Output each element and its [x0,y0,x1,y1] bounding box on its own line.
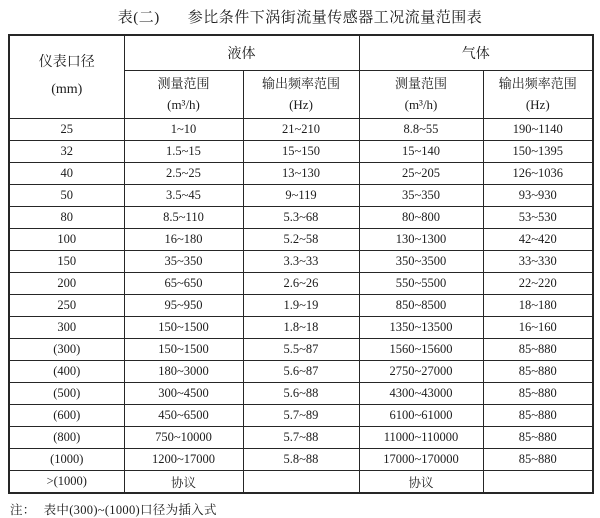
value-cell: 2.5~25 [124,163,243,185]
table-row [9,295,593,317]
table-row [9,273,593,295]
value-cell: 6100~61000 [359,405,483,427]
value-cell: 1.5~15 [124,141,243,163]
diameter-cell: 100 [9,229,124,251]
table-row [9,317,593,339]
flow-range-table [8,34,594,494]
value-cell: 1.9~19 [243,295,359,317]
value-cell: 95~950 [124,295,243,317]
diameter-cell: 25 [9,119,124,141]
value-cell: 21~210 [243,119,359,141]
value-cell: 2750~27000 [359,361,483,383]
table-row [9,141,593,163]
diameter-cell: 40 [9,163,124,185]
value-cell: 85~880 [483,449,593,471]
table-body [9,119,593,494]
value-cell: 8.8~55 [359,119,483,141]
value-cell: 5.6~87 [243,361,359,383]
col-header-gas-range: 测量范围 (m³/h) [359,71,483,119]
diameter-cell: (800) [9,427,124,449]
value-cell: 85~880 [483,339,593,361]
table-row [9,185,593,207]
value-cell: 13~130 [243,163,359,185]
table-title-text: 参比条件下涡街流量传感器工况流量范围表 [187,10,483,26]
value-cell: 16~180 [124,229,243,251]
value-cell: 5.7~88 [243,427,359,449]
value-cell: 5.6~88 [243,383,359,405]
value-cell: 550~5500 [359,273,483,295]
value-cell [483,471,593,494]
value-cell: 1200~17000 [124,449,243,471]
value-cell: 350~3500 [359,251,483,273]
value-cell: 25~205 [359,163,483,185]
page-title [0,0,600,27]
diameter-cell: (300) [9,339,124,361]
value-cell: 3.5~45 [124,185,243,207]
diameter-cell: 250 [9,295,124,317]
value-cell: 11000~110000 [359,427,483,449]
value-cell: 15~140 [359,141,483,163]
value-cell: 180~3000 [124,361,243,383]
value-cell: 80~800 [359,207,483,229]
diameter-cell: (400) [9,361,124,383]
value-cell: 5.8~88 [243,449,359,471]
footnote [10,500,600,518]
value-cell: 33~330 [483,251,593,273]
value-cell: 8.5~110 [124,207,243,229]
value-cell: 85~880 [483,361,593,383]
table-row [9,383,593,405]
value-cell: 协议 [124,471,243,494]
value-cell: 35~350 [359,185,483,207]
value-cell: 5.2~58 [243,229,359,251]
value-cell: 126~1036 [483,163,593,185]
col-group-liquid: 液体 [124,35,359,71]
value-cell: 18~180 [483,295,593,317]
diameter-cell: 150 [9,251,124,273]
value-cell: 16~160 [483,317,593,339]
value-cell: 协议 [359,471,483,494]
table-row [9,163,593,185]
col-header-diameter [9,35,124,119]
value-cell: 1.8~18 [243,317,359,339]
col-group-gas: 气体 [359,35,593,71]
value-cell: 1560~15600 [359,339,483,361]
diameter-cell: 50 [9,185,124,207]
value-cell: 17000~170000 [359,449,483,471]
value-cell: 5.5~87 [243,339,359,361]
value-cell: 22~220 [483,273,593,295]
table-row [9,471,593,494]
value-cell: 85~880 [483,383,593,405]
value-cell: 4300~43000 [359,383,483,405]
value-cell: 1350~13500 [359,317,483,339]
value-cell: 93~930 [483,185,593,207]
table-row [9,427,593,449]
table-row [9,119,593,141]
col-header-diameter-line1: 仪表口径 [38,55,95,71]
table-row [9,405,593,427]
value-cell: 2.6~26 [243,273,359,295]
table-row [9,339,593,361]
value-cell: 65~650 [124,273,243,295]
value-cell: 5.3~68 [243,207,359,229]
value-cell: 150~1395 [483,141,593,163]
value-cell: 1~10 [124,119,243,141]
footnote-label: 注： [10,503,36,517]
value-cell: 750~10000 [124,427,243,449]
value-cell: 150~1500 [124,339,243,361]
header-group-row [9,35,593,71]
table-row [9,449,593,471]
diameter-cell: (1000) [9,449,124,471]
value-cell: 9~119 [243,185,359,207]
value-cell: 85~880 [483,405,593,427]
table-number: 表(二) [117,10,160,26]
value-cell: 15~150 [243,141,359,163]
footnote-text: 表中(300)~(1000)口径为插入式 [43,503,217,517]
value-cell: 5.7~89 [243,405,359,427]
value-cell: 35~350 [124,251,243,273]
table-row [9,361,593,383]
value-cell: 450~6500 [124,405,243,427]
value-cell: 300~4500 [124,383,243,405]
col-header-gas-frequency: 输出频率范围 (Hz) [483,71,593,119]
value-cell [243,471,359,494]
col-header-liquid-frequency: 输出频率范围 (Hz) [243,71,359,119]
value-cell: 53~530 [483,207,593,229]
diameter-cell: 300 [9,317,124,339]
value-cell: 85~880 [483,427,593,449]
value-cell: 850~8500 [359,295,483,317]
value-cell: 190~1140 [483,119,593,141]
diameter-cell: (500) [9,383,124,405]
diameter-cell: 32 [9,141,124,163]
value-cell: 3.3~33 [243,251,359,273]
table-row [9,229,593,251]
diameter-cell: 80 [9,207,124,229]
col-header-liquid-range: 测量范围 (m³/h) [124,71,243,119]
value-cell: 150~1500 [124,317,243,339]
value-cell: 130~1300 [359,229,483,251]
diameter-cell: (600) [9,405,124,427]
table-row [9,207,593,229]
diameter-cell: >(1000) [9,471,124,494]
table-row [9,251,593,273]
diameter-cell: 200 [9,273,124,295]
value-cell: 42~420 [483,229,593,251]
col-header-diameter-line2: (mm) [51,82,83,97]
